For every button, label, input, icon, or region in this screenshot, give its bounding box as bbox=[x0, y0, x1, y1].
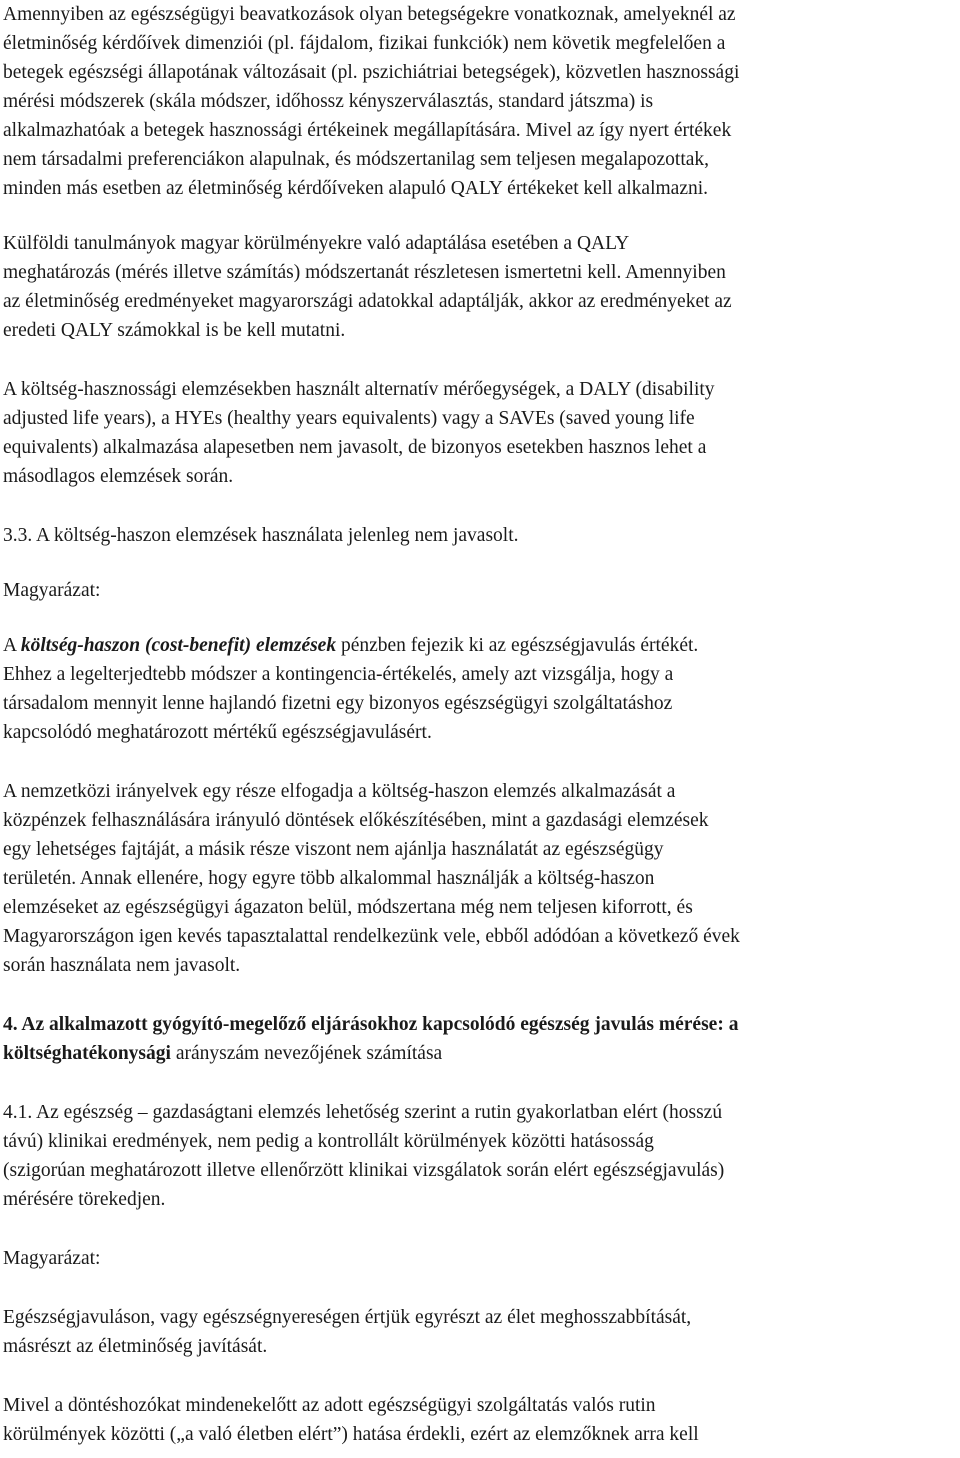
paragraph-alternative-units bbox=[3, 375, 960, 491]
paragraph-utility-measurement bbox=[3, 0, 960, 203]
text-line: betegek egészségi állapotának változásait (pl. pszichiátriai betegségek), közvetlen hasznossági bbox=[3, 62, 740, 83]
document-page bbox=[3, 0, 960, 1449]
text-line: Amennyiben az egészségügyi beavatkozások olyan betegségekre vonatkoznak, amelyeknél az bbox=[3, 4, 736, 25]
section-3-3-statement bbox=[3, 521, 960, 550]
text-line: 3.3. A költség-haszon elemzések használata jelenleg nem javasolt. bbox=[3, 525, 519, 546]
text-line: Magyarázat: bbox=[3, 1248, 101, 1269]
text-line: életminőség kérdőívek dimenziói (pl. fájdalom, fizikai funkciók) nem követik megfelelően a bbox=[3, 33, 726, 54]
text-line: során használata nem javasolt. bbox=[3, 955, 241, 976]
text-line: 4.1. Az egészség – gazdaságtani elemzés lehetőség szerint a rutin gyakorlatban elért (hosszú bbox=[3, 1102, 723, 1123]
paragraph-health-gain bbox=[3, 1303, 960, 1361]
text-line: equivalents) alkalmazása alapesetben nem javasolt, de bizonyos esetekben hasznos lehet a bbox=[3, 437, 707, 458]
text-run: arányszám nevezőjének számítása bbox=[170, 1043, 443, 1064]
text-line: másrészt az életminőség javítását. bbox=[3, 1336, 268, 1357]
text-line: Magyarázat: bbox=[3, 580, 101, 601]
text-line: távú) klinikai eredmények, nem pedig a kontrollált körülmények közötti hatásosság bbox=[3, 1131, 654, 1152]
text-line: körülmények közötti („a való életben elért”) hatása érdekli, ezért az elemzőknek arra kell bbox=[3, 1424, 699, 1445]
text-line: A költség-hasznossági elemzésekben használt alternatív mérőegységek, a DALY (disability bbox=[3, 379, 715, 400]
text-line: kapcsolódó meghatározott mértékű egészségjavulásért. bbox=[3, 722, 432, 743]
text-line: nem társadalmi preferenciákon alapulnak, és módszertanilag sem teljesen megalapozottak, bbox=[3, 149, 710, 170]
text-run: pénzben fejezik ki az egészségjavulás értékét. bbox=[336, 635, 699, 656]
text-line: közpénzek felhasználására irányuló döntések előkészítésében, mint a gazdasági elemzések bbox=[3, 810, 709, 831]
text-line: meghatározás (mérés illetve számítás) módszertanát részletesen ismertetni kell. Amennyiben bbox=[3, 262, 726, 283]
paragraph-foreign-studies bbox=[3, 229, 960, 345]
text-line: egy lehetséges fajtáját, a másik része viszont nem ajánlja használatát az egészségügy bbox=[3, 839, 664, 860]
text-line: adjusted life years), a HYEs (healthy years equivalents) vagy a SAVEs (saved young life bbox=[3, 408, 695, 429]
text-line: területén. Annak ellenére, hogy egyre több alkalommal használják a költség-haszon bbox=[3, 868, 655, 889]
emphasized-term: költség-haszon (cost-benefit) elemzések bbox=[20, 635, 337, 656]
text-line: társadalom mennyit lenne hajlandó fizetni egy bizonyos egészségügyi szolgáltatáshoz bbox=[3, 693, 673, 714]
paragraph-cost-benefit bbox=[3, 631, 960, 747]
heading-line: 4. Az alkalmazott gyógyító-megelőző eljárásokhoz kapcsolódó egészség javulás mérése: a bbox=[3, 1014, 739, 1035]
text-line: az életminőség eredményeket magyarországi adatokkal adaptálják, akkor az eredményeket az bbox=[3, 291, 732, 312]
paragraph-decision-makers bbox=[3, 1391, 960, 1449]
paragraph-international-guidelines bbox=[3, 777, 960, 980]
explanation-label bbox=[3, 1244, 960, 1273]
text-line: Ehhez a legelterjedtebb módszer a kontingencia-értékelés, amely azt vizsgálja, hogy a bbox=[3, 664, 674, 685]
section-4-1-statement bbox=[3, 1098, 960, 1214]
text-line: Mivel a döntéshozókat mindenekelőtt az adott egészségügyi szolgáltatás valós rutin bbox=[3, 1395, 656, 1416]
text-line: Egészségjavuláson, vagy egészségnyereségen értjük egyrészt az élet meghosszabbítását, bbox=[3, 1307, 692, 1328]
text-line: alkalmazhatóak a betegek hasznossági értékeinek megállapítására. Mivel az így nyert értékek bbox=[3, 120, 732, 141]
text-line: Külföldi tanulmányok magyar körülményekre való adaptálása esetében a QALY bbox=[3, 233, 630, 254]
text-line: Magyarországon igen kevés tapasztalattal rendelkezünk vele, ebből adódóan a következő évek bbox=[3, 926, 740, 947]
explanation-label bbox=[3, 576, 960, 605]
text-line: mérésére törekedjen. bbox=[3, 1189, 166, 1210]
text-line: (szigorúan meghatározott illetve ellenőrzött klinikai vizsgálatok során elért egészségjavulás) bbox=[3, 1160, 725, 1181]
section-4-heading bbox=[3, 1010, 960, 1068]
text-run: A bbox=[3, 635, 21, 656]
heading-line bbox=[3, 1039, 960, 1068]
text-line: A nemzetközi irányelvek egy része elfogadja a költség-haszon elemzés alkalmazását a bbox=[3, 781, 676, 802]
text-line bbox=[3, 631, 960, 660]
text-line: minden más esetben az életminőség kérdőíveken alapuló QALY értékeket kell alkalmazni. bbox=[3, 178, 709, 199]
text-line: mérési módszerek (skála módszer, időhossz kényszerválasztás, standard játszma) is bbox=[3, 91, 654, 112]
text-line: másodlagos elemzések során. bbox=[3, 466, 234, 487]
heading-bold-word: költséghatékonysági bbox=[3, 1043, 171, 1064]
text-line: elemzéseket az egészségügyi ágazaton belül, módszertana még nem teljesen kiforrott, és bbox=[3, 897, 693, 918]
text-line: eredeti QALY számokkal is be kell mutatni. bbox=[3, 320, 346, 341]
